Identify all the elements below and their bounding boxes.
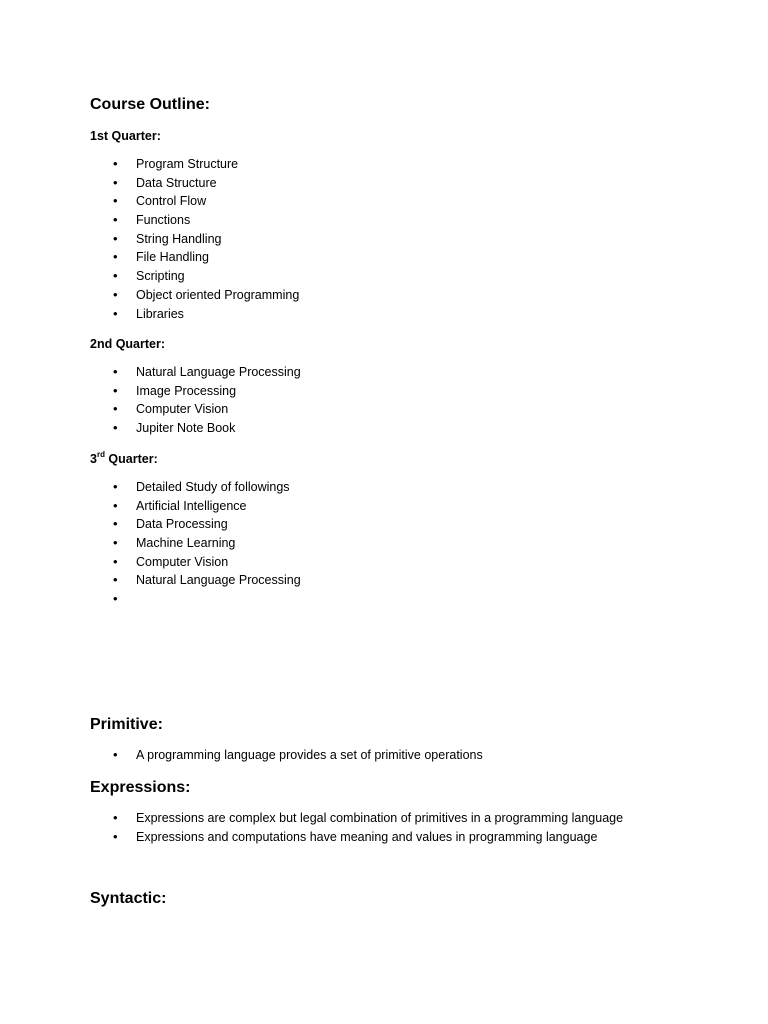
list-item: • Libraries [0,305,299,324]
first-quarter-heading: 1st Quarter: [90,129,161,143]
list-item: • Control Flow [0,192,299,211]
list-item: • Expressions and computations have meaning and values in programming language [0,828,623,847]
primitive-list [0,746,483,765]
bullet-icon: • [113,535,118,551]
bullet-icon: • [113,553,118,569]
list-item: • String Handling [0,230,299,249]
bullet-icon: • [113,516,118,532]
bullet-icon: • [113,420,118,436]
bullet-icon: • [113,364,118,379]
list-item: • Image Processing [0,382,301,401]
list-item: • File Handling [0,248,299,267]
list-item: • Expressions are complex but legal combination of primitives in a programming language [0,809,623,828]
bullet-icon: • [113,268,118,284]
course-outline-heading: Course Outline: [90,96,211,113]
bullet-icon: • [113,591,118,607]
list-item: • A programming language provides a set of primitive operations [0,746,483,765]
bullet-icon: • [113,747,118,762]
bullet-icon: • [113,382,118,398]
bullet-icon: • [113,305,118,321]
bullet-icon: • [113,156,118,171]
list-item: • Detailed Study of followings [0,478,301,497]
list-item: • Natural Language Processing [0,571,301,590]
bullet-icon: • [113,810,118,825]
list-item: • Computer Vision [0,553,301,572]
second-quarter-list [0,363,301,438]
bullet-icon: • [113,828,118,844]
list-item: • Computer Vision [0,400,301,419]
third-quarter-heading: 3rd Quarter: [90,449,158,466]
list-item: • Natural Language Processing [0,363,301,382]
list-item: • Scripting [0,267,299,286]
list-item: • Machine Learning [0,534,301,553]
list-item: • Jupiter Note Book [0,419,301,438]
expressions-list [0,809,623,846]
list-item: • Data Structure [0,174,299,193]
syntactic-heading: Syntactic: [90,890,167,907]
bullet-icon: • [113,401,118,417]
list-item: • Artificial Intelligence [0,497,301,516]
bullet-icon: • [113,193,118,209]
expressions-heading: Expressions: [90,779,191,796]
list-item: • Object oriented Programming [0,286,299,305]
bullet-icon: • [113,212,118,228]
bullet-icon: • [113,572,118,588]
bullet-icon: • [113,230,118,246]
bullet-icon: • [113,497,118,513]
third-quarter-list [0,478,301,609]
list-item: • Data Processing [0,515,301,534]
list-item: • Functions [0,211,299,230]
second-quarter-heading: 2nd Quarter: [90,337,166,351]
bullet-icon: • [113,174,118,190]
primitive-heading: Primitive: [90,716,163,733]
bullet-icon: • [113,249,118,265]
list-item: • Program Structure [0,155,299,174]
first-quarter-list [0,155,299,323]
bullet-icon: • [113,286,118,302]
list-item [0,590,301,609]
bullet-icon: • [113,479,118,494]
